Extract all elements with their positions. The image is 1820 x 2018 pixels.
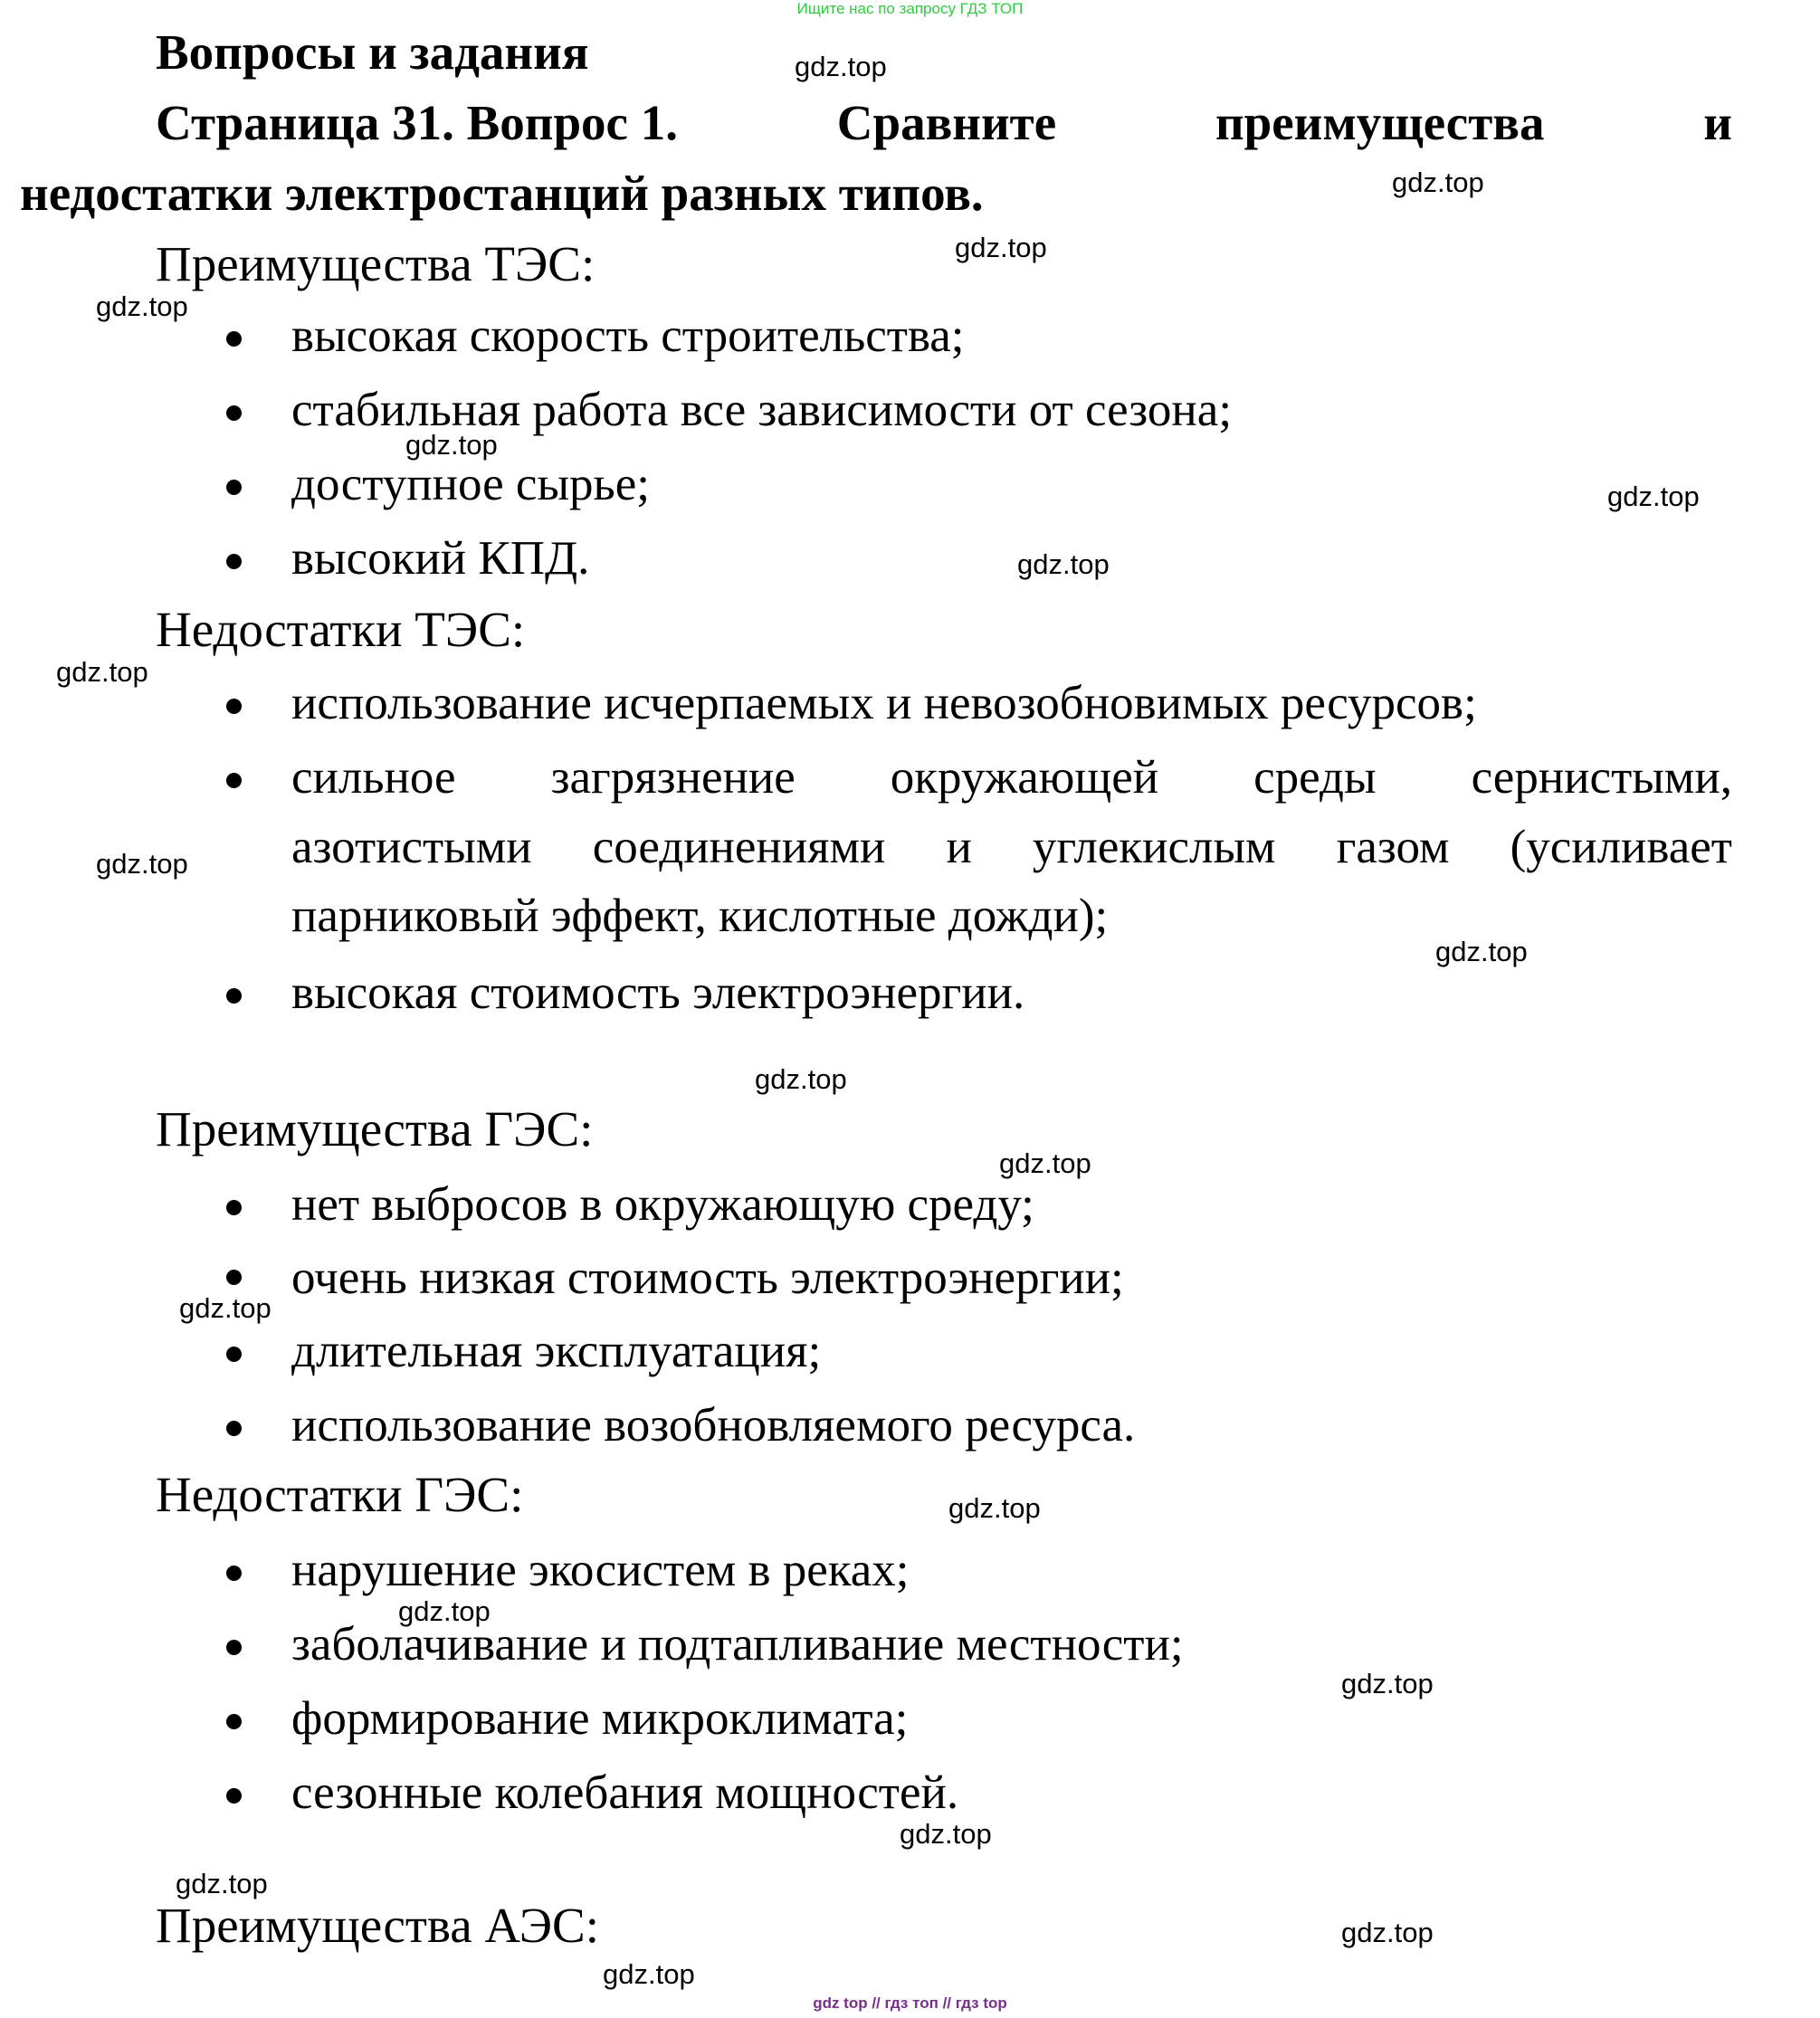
watermark: gdz.top	[1435, 936, 1528, 967]
list-item: заболачивание и подтапливание местности;	[291, 1618, 1184, 1671]
watermark: gdz.top	[755, 1063, 847, 1095]
top-search-note: Ищите нас по запросу ГДЗ ТОП	[796, 0, 1024, 17]
list-item: стабильная работа все зависимости от сезона;	[291, 384, 1233, 436]
question-word: и	[1703, 95, 1732, 150]
watermark: gdz.top	[96, 290, 188, 322]
watermark: gdz.top	[955, 232, 1047, 263]
bullet	[226, 554, 242, 569]
list-item: нарушение экосистем в реках;	[291, 1544, 910, 1596]
bullet	[226, 773, 242, 788]
list-item: длительная эксплуатация;	[291, 1325, 822, 1377]
word: (усиливает	[1510, 821, 1732, 873]
word: азотистыми	[291, 821, 532, 873]
watermark: gdz.top	[398, 1595, 491, 1627]
section-title-aes-advantages: Преимущества АЭС:	[156, 1898, 599, 1953]
bullet	[226, 1200, 242, 1215]
list-item: использование возобновляемого ресурса.	[291, 1399, 1136, 1452]
bottom-watermark-note: gdz top // гдз топ // гдз top	[813, 1994, 1007, 2012]
watermark: gdz.top	[948, 1492, 1041, 1524]
list-item: высокая стоимость электроэнергии.	[291, 966, 1025, 1019]
list-item: формирование микроклимата;	[291, 1692, 909, 1745]
word: углекислым	[1032, 821, 1276, 873]
watermark: gdz.top	[405, 429, 498, 461]
question-line-1	[156, 95, 1732, 150]
question-line-2: недостатки электростанций разных типов.	[20, 166, 984, 221]
list-item: использование исчерпаемых и невозобновимых ресурсов;	[291, 677, 1477, 729]
bullet	[226, 405, 242, 421]
list-item-justified-line	[291, 751, 1732, 804]
watermark: gdz.top	[1392, 167, 1484, 198]
word: среды	[1253, 751, 1377, 804]
watermark: gdz.top	[1341, 1668, 1434, 1699]
list-item: очень низкая стоимость электроэнергии;	[291, 1252, 1124, 1304]
watermark: gdz.top	[603, 1958, 695, 1990]
word: сернистыми,	[1471, 751, 1732, 804]
list-item: высокий КПД.	[291, 532, 590, 585]
watermark: gdz.top	[999, 1147, 1091, 1179]
bullet	[226, 1788, 242, 1804]
watermark: gdz.top	[96, 848, 188, 880]
watermark: gdz.top	[1017, 548, 1110, 580]
bullet	[226, 1270, 242, 1285]
list-item: доступное сырье;	[291, 458, 650, 510]
watermark: gdz.top	[176, 1868, 268, 1899]
watermark: gdz.top	[179, 1292, 272, 1324]
question-word: Страница 31. Вопрос 1.	[156, 95, 678, 150]
section-title-tes-disadvantages: Недостатки ТЭС:	[156, 602, 526, 657]
bullet	[226, 988, 242, 1004]
word: окружающей	[890, 751, 1159, 804]
page-title: Вопросы и задания	[156, 24, 589, 80]
watermark: gdz.top	[1607, 481, 1700, 512]
bullet	[226, 699, 242, 714]
list-item: сезонные колебания мощностей.	[291, 1766, 959, 1819]
bullet	[226, 480, 242, 495]
section-title-ges-disadvantages: Недостатки ГЭС:	[156, 1467, 524, 1522]
list-item: высокая скорость строительства;	[291, 309, 965, 362]
bullet	[226, 331, 242, 347]
watermark: gdz.top	[56, 656, 148, 688]
bullet	[226, 1566, 242, 1581]
word: соединениями	[592, 821, 886, 873]
bullet	[226, 1421, 242, 1436]
watermark: gdz.top	[1341, 1917, 1434, 1948]
question-word: преимущества	[1215, 95, 1545, 150]
list-item: нет выбросов в окружающую среду;	[291, 1178, 1034, 1231]
question-word: Сравните	[836, 95, 1057, 150]
section-title-tes-advantages: Преимущества ТЭС:	[156, 236, 596, 291]
bullet	[226, 1714, 242, 1729]
list-item-continuation: парниковый эффект, кислотные дожди);	[291, 890, 1109, 942]
watermark: gdz.top	[795, 51, 887, 82]
list-item-justified-line	[291, 823, 1732, 871]
watermark: gdz.top	[900, 1818, 992, 1850]
bullet	[226, 1347, 242, 1362]
word: сильное	[291, 751, 456, 804]
word: газом	[1336, 821, 1450, 873]
section-title-ges-advantages: Преимущества ГЭС:	[156, 1101, 594, 1157]
bullet	[226, 1640, 242, 1655]
word: и	[946, 821, 972, 873]
word: загрязнение	[550, 751, 796, 804]
